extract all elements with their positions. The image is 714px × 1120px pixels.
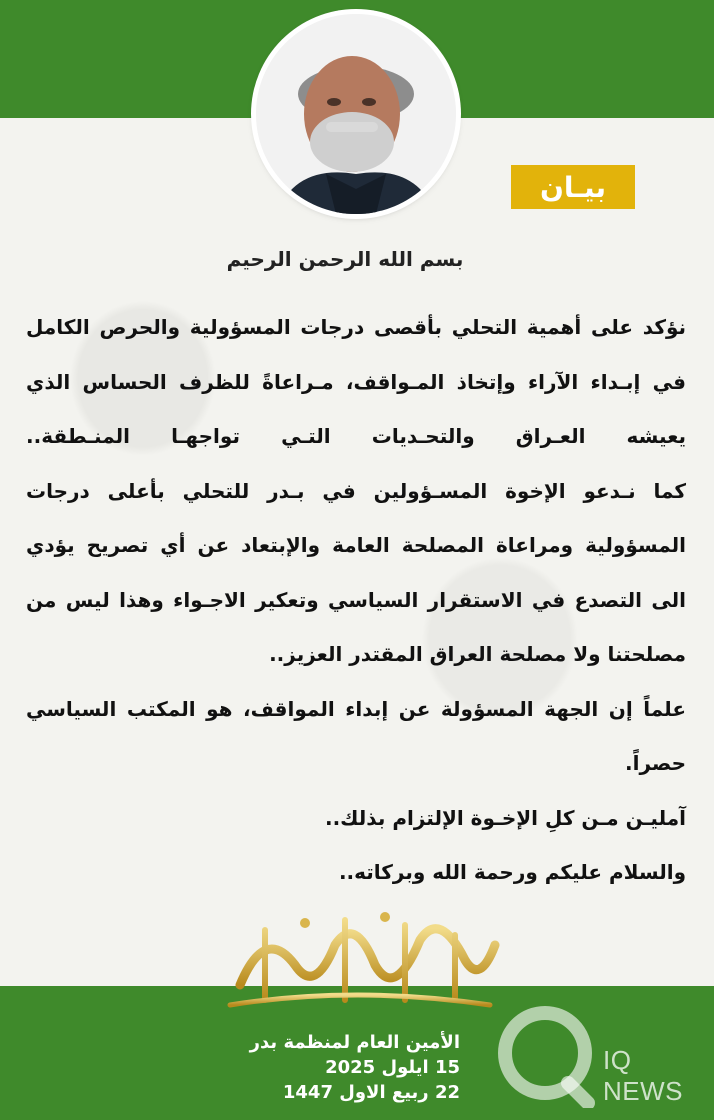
signature-calligraphy-image xyxy=(205,905,505,1015)
body-line: مصلحتنا ولا مصلحة العراق المقتدر العزيز.. xyxy=(269,642,686,666)
body-line: الى التصدع في الاستقرار السياسي وتعكير الاجـواء وهذا ليس من xyxy=(26,587,686,612)
statement-body xyxy=(26,300,686,900)
portrait-image xyxy=(256,14,456,214)
body-line: في إبـداء الآراء وإتخاذ المـواقف، مـراعاةً للظرف الحساس الذي xyxy=(26,369,686,394)
signatory-block xyxy=(230,1030,460,1105)
date-hijri: 22 ربيع الاول 1447 xyxy=(282,1082,460,1103)
body-line: حصراً. xyxy=(624,751,686,775)
watermark-logo-icon xyxy=(490,998,600,1108)
body-line: علماً إن الجهة المسؤولة عن إبداء المواقف، هو المكتب السياسي xyxy=(26,696,686,721)
body-line: كما نـدعو الإخوة المسـؤولين في بـدر للتحلي بأعلى درجات xyxy=(26,478,686,503)
body-line: آمليـن مـن كلِ الإخـوة الإلتزام بذلك.. xyxy=(324,805,686,830)
statement-title-badge: بيـان xyxy=(511,165,635,209)
date-gregorian: 15 ايلول 2025 xyxy=(325,1057,460,1078)
basmala: بسم الله الرحمن الرحيم xyxy=(226,247,464,271)
signatory-role: الأمين العام لمنظمة بدر xyxy=(249,1032,460,1053)
body-line: المسؤولية ومراعاة المصلحة العامة والإبتعاد عن أي تصريح يؤدي xyxy=(26,533,686,557)
calligraphy-signature xyxy=(205,905,505,1015)
portrait-photo xyxy=(256,14,456,214)
watermark-text: IQ NEWS xyxy=(603,1045,683,1106)
body-line: يعيشه العـراق والتحـديات التـي تواجهـا المنـطقة.. xyxy=(26,424,686,448)
body-line: والسلام عليكم ورحمة الله وبركاته.. xyxy=(338,860,686,884)
body-line: نؤكد على أهمية التحلي بأقصى درجات المسؤولية والحرص الكامل xyxy=(26,315,686,339)
